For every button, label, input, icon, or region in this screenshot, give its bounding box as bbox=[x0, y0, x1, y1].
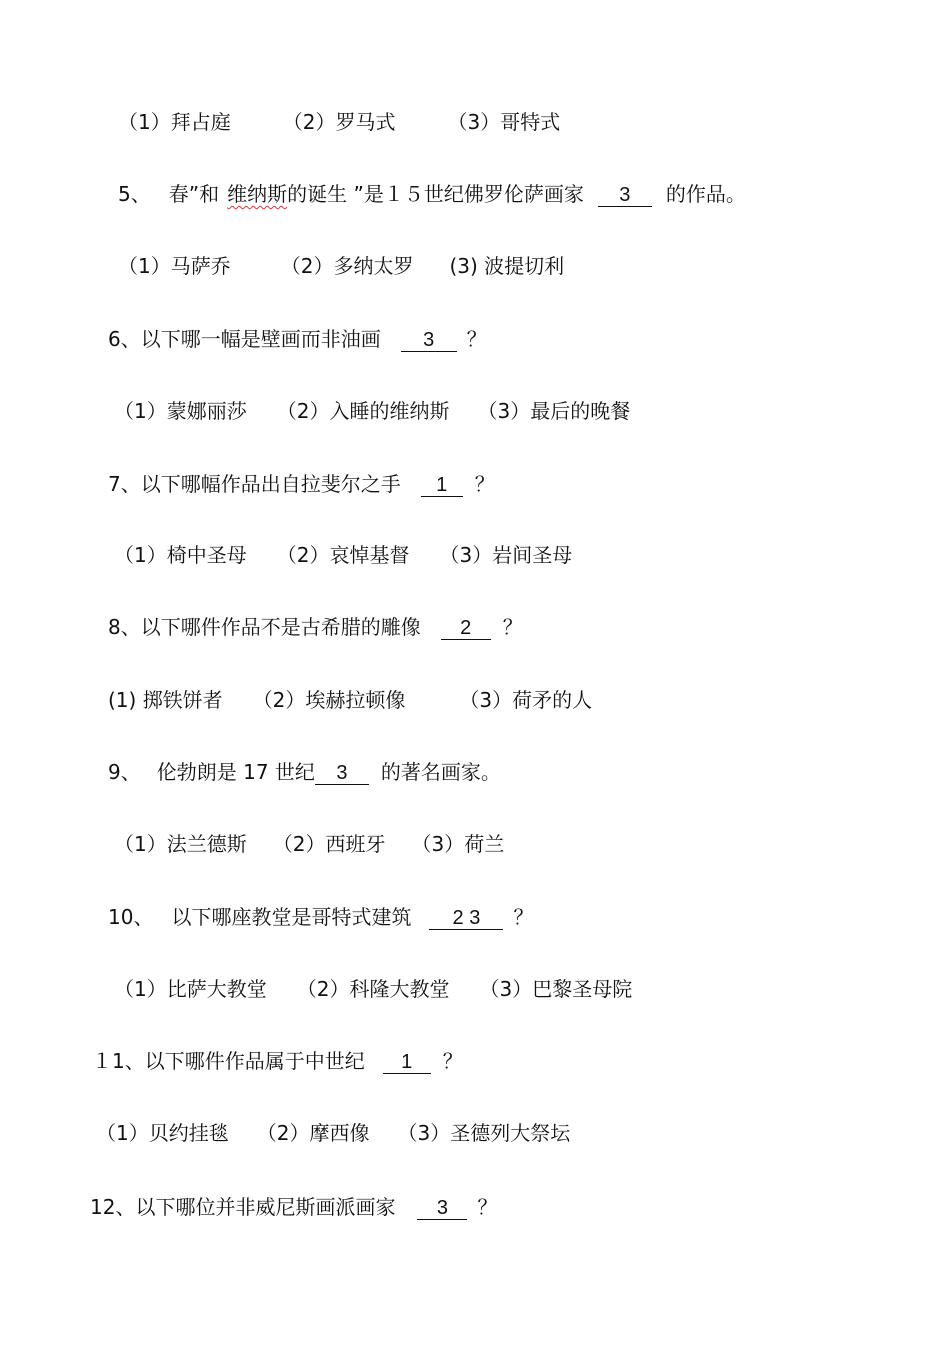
q6-question bbox=[108, 325, 487, 353]
q10-post: ？ bbox=[513, 905, 534, 929]
q11-option-3: （3）圣德列大祭坛 bbox=[397, 1121, 571, 1145]
q8-option-1: (1) 掷铁饼者 bbox=[108, 688, 223, 712]
q5-option-2: （2）多纳太罗 bbox=[280, 254, 414, 278]
q8-option-2: （2）埃赫拉顿像 bbox=[252, 688, 406, 712]
q8-option-3: （3）荷矛的人 bbox=[459, 688, 593, 712]
q10-text: 以下哪座教堂是哥特式建筑 bbox=[171, 905, 412, 929]
q6-option-1: （1）蒙娜丽莎 bbox=[114, 399, 247, 423]
q12-answer: 3 bbox=[417, 1197, 467, 1220]
q10-question bbox=[108, 903, 533, 931]
q5-options bbox=[118, 252, 564, 280]
q7-text: 7、以下哪幅作品出自拉斐尔之手 bbox=[108, 472, 401, 496]
q5-answer: 3 bbox=[598, 184, 652, 207]
q9-text-post: 的著名画家。 bbox=[380, 760, 501, 784]
q9-option-3: （3）荷兰 bbox=[411, 832, 505, 856]
q8-options bbox=[108, 686, 592, 714]
q7-option-3: （3）岩间圣母 bbox=[439, 543, 573, 567]
q7-question bbox=[108, 470, 495, 498]
q7-answer: 1 bbox=[421, 474, 463, 497]
q11-option-1: （1）贝约挂毯 bbox=[96, 1121, 229, 1145]
q8-answer: 2 bbox=[441, 617, 491, 640]
q8-text: 8、以下哪件作品不是古希腊的雕像 bbox=[108, 615, 421, 639]
q7-post: ？ bbox=[474, 472, 495, 496]
q9-question bbox=[108, 758, 501, 786]
q9-options bbox=[114, 830, 504, 858]
q11-options bbox=[96, 1119, 570, 1147]
q10-option-1: （1）比萨大教堂 bbox=[114, 977, 267, 1001]
q4-option-1: （1）拜占庭 bbox=[118, 110, 231, 134]
q6-text: 6、以下哪一幅是壁画而非油画 bbox=[108, 327, 381, 351]
q5-text-post: 的作品。 bbox=[665, 182, 746, 206]
q10-number: 10、 bbox=[108, 905, 154, 929]
q6-option-3: （3）最后的晚餐 bbox=[477, 399, 631, 423]
q4-options bbox=[118, 108, 560, 136]
q11-answer: 1 bbox=[383, 1051, 431, 1074]
q11-post: ？ bbox=[442, 1049, 463, 1073]
q7-option-2: （2）哀悼基督 bbox=[276, 543, 410, 567]
q10-options bbox=[114, 975, 632, 1003]
q5-number: 5、 bbox=[118, 182, 151, 206]
q12-question bbox=[90, 1193, 497, 1221]
q6-post: ？ bbox=[466, 327, 487, 351]
q6-option-2: （2）入睡的维纳斯 bbox=[276, 399, 450, 423]
q6-options bbox=[114, 397, 630, 425]
q4-option-2: （2）罗马式 bbox=[282, 110, 396, 134]
q9-text-pre: 伦勃朗是 17 世纪 bbox=[156, 760, 315, 784]
q5-option-1: （1）马萨乔 bbox=[118, 254, 231, 278]
q5-text-underlined: 维纳斯 bbox=[227, 182, 288, 206]
q4-option-3: （3）哥特式 bbox=[447, 110, 561, 134]
q9-answer: 3 bbox=[315, 762, 369, 785]
q12-post: ？ bbox=[477, 1195, 498, 1219]
q8-post: ？ bbox=[502, 615, 523, 639]
q5-text-pre: 春”和 bbox=[168, 182, 220, 206]
q10-option-2: （2）科隆大教堂 bbox=[296, 977, 450, 1001]
q7-option-1: （1）椅中圣母 bbox=[114, 543, 247, 567]
q10-option-3: （3）巴黎圣母院 bbox=[479, 977, 633, 1001]
q9-option-1: （1）法兰德斯 bbox=[114, 832, 247, 856]
q10-answer: 2 3 bbox=[429, 907, 503, 930]
q5-text-mid: 的诞生 ”是１５世纪佛罗伦萨画家 bbox=[287, 182, 584, 206]
q8-question bbox=[108, 613, 523, 641]
q11-option-2: （2）摩西像 bbox=[256, 1121, 370, 1145]
q5-question bbox=[118, 180, 746, 208]
q5-option-3: (3) 波提切利 bbox=[449, 254, 565, 278]
q12-text: 12、以下哪位并非威尼斯画派画家 bbox=[90, 1195, 396, 1219]
q9-number: 9、 bbox=[108, 760, 141, 784]
q7-options bbox=[114, 541, 572, 569]
q11-text: １1、以下哪件作品属于中世纪 bbox=[92, 1049, 365, 1073]
q11-question bbox=[92, 1047, 463, 1075]
q9-option-2: （2）西班牙 bbox=[272, 832, 386, 856]
q6-answer: 3 bbox=[401, 329, 457, 352]
